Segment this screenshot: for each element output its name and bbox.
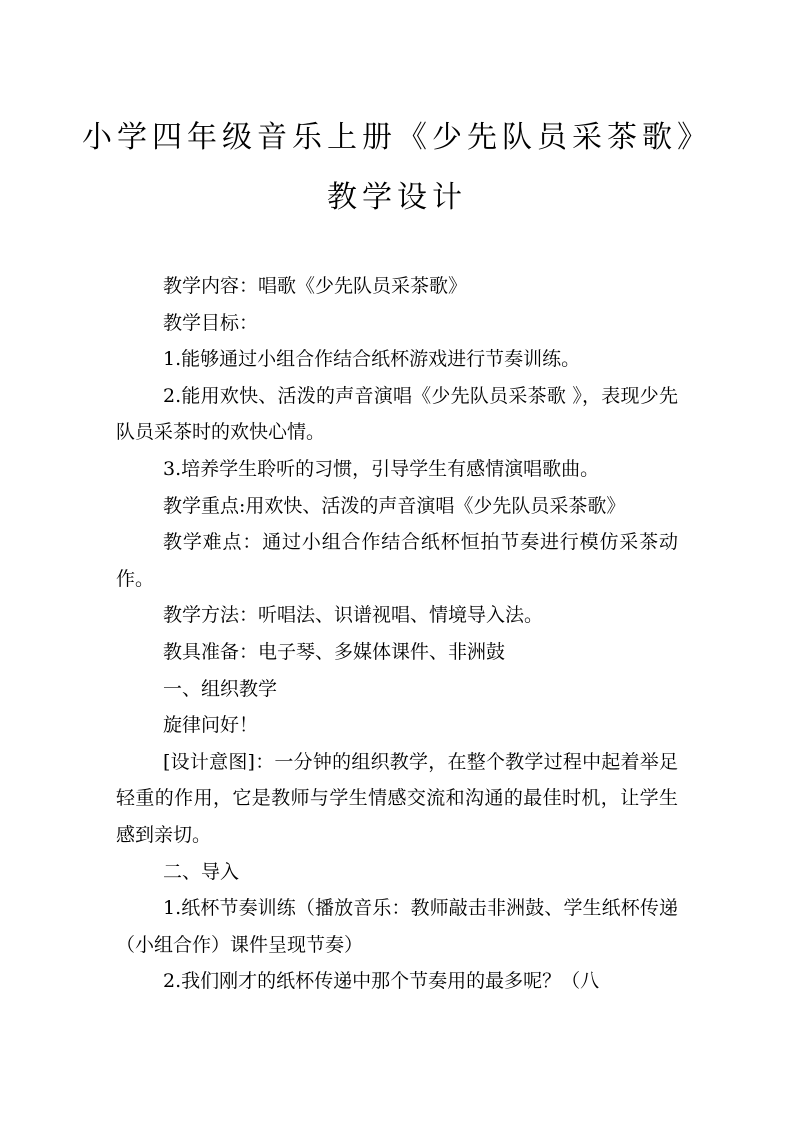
document-title-line-1: 小学四年级音乐上册《少先队员采茶歌》 <box>82 120 712 155</box>
paragraph-teaching-content: 教学内容：唱歌《少先队员采茶歌》 <box>163 275 468 297</box>
document-body <box>116 268 678 1000</box>
paragraph-teaching-aids: 教具准备：电子琴、多媒体课件、非洲鼓 <box>163 640 506 663</box>
paragraph-teaching-methods: 教学方法：听唱法、识谱视唱、情境导入法。 <box>163 604 544 627</box>
section-heading-introduction: 二、导入 <box>163 860 240 883</box>
paragraph-teaching-goals-heading: 教学目标： <box>163 311 259 334</box>
paragraph-goal-3: 3.培养学生聆听的习惯，引导学生有感情演唱歌曲。 <box>163 457 600 480</box>
paragraph-goal-2: 2.能用欢快、活泼的声音演唱《少先队员采茶歌 》，表现少先队员采茶时的欢快心情。 <box>116 384 678 444</box>
section-heading-organize: 一、组织教学 <box>163 677 278 700</box>
paragraph-design-intent: [设计意图]：一分钟的组织教学，在整个教学过程中起着举足轻重的作用，它是教师与学生情感交流和沟通的最佳时机，让学生感到亲切。 <box>116 750 678 846</box>
paragraph-intro-step-2: 2.我们刚才的纸杯传递中那个节奏用的最多呢？（八 <box>163 970 600 993</box>
paragraph-key-points: 教学重点:用欢快、活泼的声音演唱《少先队员采茶歌》 <box>163 494 626 517</box>
paragraph-melody-greeting: 旋律问好！ <box>163 714 259 737</box>
paragraph-difficult-points: 教学难点：通过小组合作结合纸杯恒拍节奏进行模仿采茶动作。 <box>116 531 678 590</box>
paragraph-intro-step-1: 1.纸杯节奏训练（播放音乐：教师敲击非洲鼓、学生纸杯传递（小组合作）课件呈现节奏） <box>116 897 678 956</box>
paragraph-goal-1: 1.能够通过小组合作结合纸杯游戏进行节奏训练。 <box>163 348 581 371</box>
document-title-line-2: 教学设计 <box>327 180 467 215</box>
